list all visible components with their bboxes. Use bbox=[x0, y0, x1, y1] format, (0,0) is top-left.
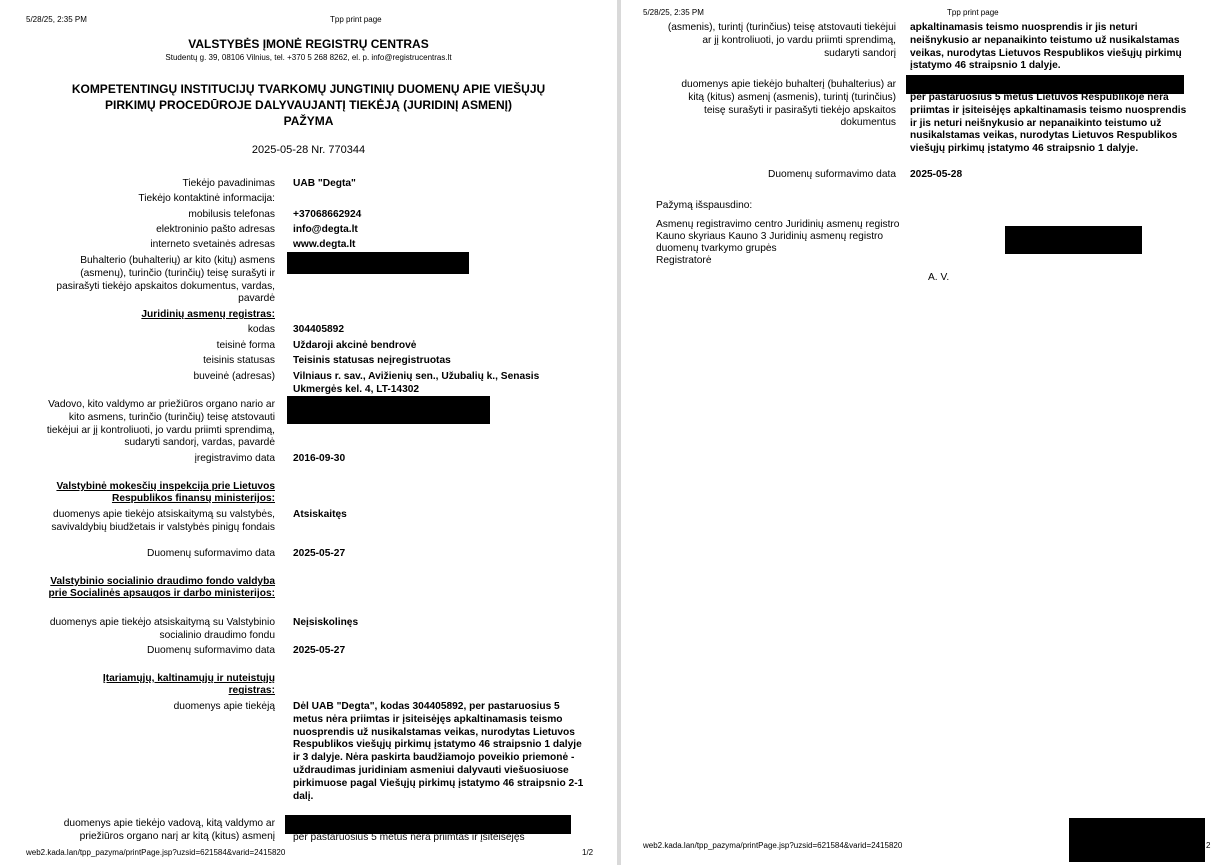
doc-title-line-3: PAŽYMA bbox=[283, 114, 334, 128]
seal-place-av: A. V. bbox=[928, 272, 950, 283]
continued-value: apkaltinamasis teismo nuosprendis ir jis neturi neišnykusio ar nepanaikinto teistumo už nusikalstamas veikas, nurodytas Lietuvos Respublikos viešųjų pirkimų įstatymo 46 straipsnio 1 dalyje. bbox=[910, 22, 1182, 72]
vmi-value: Atsiskaitęs bbox=[293, 509, 347, 520]
redaction-box bbox=[287, 396, 490, 424]
jar-section-heading: Juridinių asmenų registras: bbox=[141, 309, 275, 320]
footer-url: web2.kada.lan/tpp_pazyma/printPage.jsp?uzsid=621584&varid=2415820 bbox=[26, 848, 286, 857]
printer-line-4: Registratorė bbox=[656, 255, 712, 266]
print-timestamp: 5/28/25, 2:35 PM bbox=[26, 15, 87, 24]
footer-page-number: 1/2 bbox=[582, 848, 594, 857]
legal-status-value: Teisinis statusas neįregistruotas bbox=[293, 355, 451, 366]
print-page-2 bbox=[621, 0, 1232, 865]
supplier-name-value: UAB "Degta" bbox=[293, 178, 356, 189]
vmi-label: duomenys apie tiekėjo atsiskaitymą su valstybės, savivaldybių biudžetais ir valstybės pinigų fondais bbox=[51, 509, 275, 533]
ir-manager-label: duomenys apie tiekėjo vadovą, kitą valdymo ar priežiūros organo narį ar kitą (kitus) asmenį bbox=[63, 818, 275, 842]
registration-date-label: įregistravimo data bbox=[194, 453, 275, 464]
ir-section-heading: Įtariamųjų, kaltinamųjų ir nuteistųjų registras: bbox=[102, 673, 275, 697]
ir-manager-value-partial: per pastaruosius 5 metus nėra priimtas ir įsiteisėjęs bbox=[293, 832, 525, 843]
supplier-name-label: Tiekėjo pavadinimas bbox=[182, 178, 275, 189]
phone-label: mobilusis telefonas bbox=[188, 209, 275, 220]
footer-page-number: 2 bbox=[1206, 841, 1211, 850]
sodra-value: Neįsiskolinęs bbox=[293, 617, 359, 628]
vmi-date-value: 2025-05-27 bbox=[293, 548, 346, 559]
sodra-label: duomenys apie tiekėjo atsiskaitymą su Valstybinio socialinio draudimo fondu bbox=[49, 617, 275, 641]
vmi-section-heading: Valstybinė mokesčių inspekcija prie Lietuvos Respublikos finansų ministerijos: bbox=[56, 481, 275, 505]
redaction-box bbox=[287, 252, 469, 274]
formation-date-label: Duomenų suformavimo data bbox=[768, 169, 896, 180]
doc-title bbox=[0, 81, 617, 129]
contact-info-label: Tiekėjo kontaktinė informacija: bbox=[138, 193, 275, 204]
phone-value: +37068662924 bbox=[293, 209, 362, 220]
code-label: kodas bbox=[247, 324, 275, 335]
print-header-title: Tpp print page bbox=[330, 15, 382, 24]
sodra-date-label: Duomenų suformavimo data bbox=[147, 645, 275, 656]
print-header-title: Tpp print page bbox=[947, 8, 999, 17]
doc-date-number: 2025-05-28 Nr. 770344 bbox=[251, 144, 366, 156]
legal-status-label: teisinis statusas bbox=[203, 355, 275, 366]
accountant-label: Buhalterio (buhalterių) ar kito (kitų) asmens (asmenų), turinčio (turinčių) teisę surašyti ir pasirašyti tiekėjo apskaitos dokumentus, vardas, pavardė bbox=[56, 255, 275, 305]
printer-line-3: duomenų tvarkymo grupės bbox=[656, 243, 777, 254]
redaction-box bbox=[1069, 818, 1205, 862]
registration-date-value: 2016-09-30 bbox=[293, 453, 346, 464]
printer-line-1: Asmenų registravimo centro Juridinių asmenų registro bbox=[656, 219, 900, 230]
seat-value: Vilniaus r. sav., Avižienių sen., Užubalių k., Senasis Ukmergės kel. 4, LT-14302 bbox=[293, 371, 540, 395]
vmi-date-label: Duomenų suformavimo data bbox=[147, 548, 275, 559]
footer-url: web2.kada.lan/tpp_pazyma/printPage.jsp?uzsid=621584&varid=2415820 bbox=[643, 841, 903, 850]
printer-line-2: Kauno skyriaus Kauno 3 Juridinių asmenų registro bbox=[656, 231, 884, 242]
doc-title-line-1: KOMPETENTINGŲ INSTITUCIJŲ TVARKOMŲ JUNGTINIŲ DUOMENŲ APIE VIEŠŲJŲ bbox=[71, 82, 546, 96]
continued-label: (asmenis), turintį (turinčius) teisę atstovauti tiekėjui ar jį kontroliuoti, jo vardu priimti sprendimą, sudaryti sandorį bbox=[667, 22, 896, 59]
website-label: interneto svetainės adresas bbox=[150, 239, 275, 250]
ir-supplier-value: Dėl UAB "Degta", kodas 304405892, per pastaruosius 5 metus nėra priimtas ir įsiteisėjęs apkaltinamasis teismo nuosprendis už nusikalstamas veikas, nurodytas Lietuvos Respublikos viešųjų pirkimų įstatymo 46 straipsnio 1 dalyje ir 3 dalyje. Nėra paskirta baudžiamojo poveikio priemonė - uždraudimas juridiniam asmeniui dalyvauti viešuosiuose pirkimuose pagal Viešųjų pirkimų įstatymo 46 straipsnio 2-1 dalį. bbox=[293, 701, 584, 802]
email-label: elektroninio pašto adresas bbox=[156, 224, 275, 235]
org-name: VALSTYBĖS ĮMONĖ REGISTRŲ CENTRAS bbox=[188, 37, 429, 51]
code-value: 304405892 bbox=[293, 324, 344, 335]
manager-label: Vadovo, kito valdymo ar priežiūros organo nario ar kito asmens, turinčio (turinčių) teisę atstovauti tiekėjui ar jį kontroliuoti, jo vardu priimti sprendimą, sudaryti sandorį, vardas, pavardė bbox=[46, 399, 275, 449]
doc-title-line-2: PIRKIMŲ PROCEDŪROJE DALYVAUJANTĮ TIEKĖJĄ (JURIDINĮ ASMENĮ) bbox=[105, 98, 512, 112]
org-address: Studentų g. 39, 08106 Vilnius, tel. +370 5 268 8262, el. p. info@registrucentras.lt bbox=[165, 53, 452, 62]
print-timestamp: 5/28/25, 2:35 PM bbox=[643, 8, 704, 17]
redaction-box bbox=[1005, 226, 1142, 254]
seat-label: buveinė (adresas) bbox=[193, 371, 275, 382]
formation-date-value: 2025-05-28 bbox=[910, 169, 963, 180]
sodra-date-value: 2025-05-27 bbox=[293, 645, 346, 656]
sodra-section-heading: Valstybinio socialinio draudimo fondo valdyba prie Socialinės apsaugos ir darbo ministerijos: bbox=[48, 576, 275, 600]
website-value: www.degta.lt bbox=[293, 239, 356, 250]
legal-form-label: teisinė forma bbox=[216, 340, 275, 351]
ir-supplier-label: duomenys apie tiekėją bbox=[173, 701, 275, 712]
accountant-data-label: duomenys apie tiekėjo buhalterį (buhalterius) ar kitą (kitus) asmenį (asmenis), turintį (turinčius) teisę surašyti ir pasirašyti tiekėjo apskaitos dokumentus bbox=[681, 79, 896, 129]
printed-by-label: Pažymą išspausdino: bbox=[656, 200, 753, 211]
legal-form-value: Uždaroji akcinė bendrovė bbox=[293, 340, 417, 351]
accountant-data-value: per pastaruosius 5 metus Lietuvos Respublikoje nėra priimtas ir įsiteisėjęs apkaltinamasis teismo nuosprendis ir jis neturi neišnykusio ar nepanaikinto teistumo už nusikalstamas veikas, nurodytas Lietuvos Respublikos viešųjų pirkimų įstatymo 46 straipsnio 1 dalyje. bbox=[910, 92, 1187, 155]
email-value: info@degta.lt bbox=[293, 224, 358, 235]
